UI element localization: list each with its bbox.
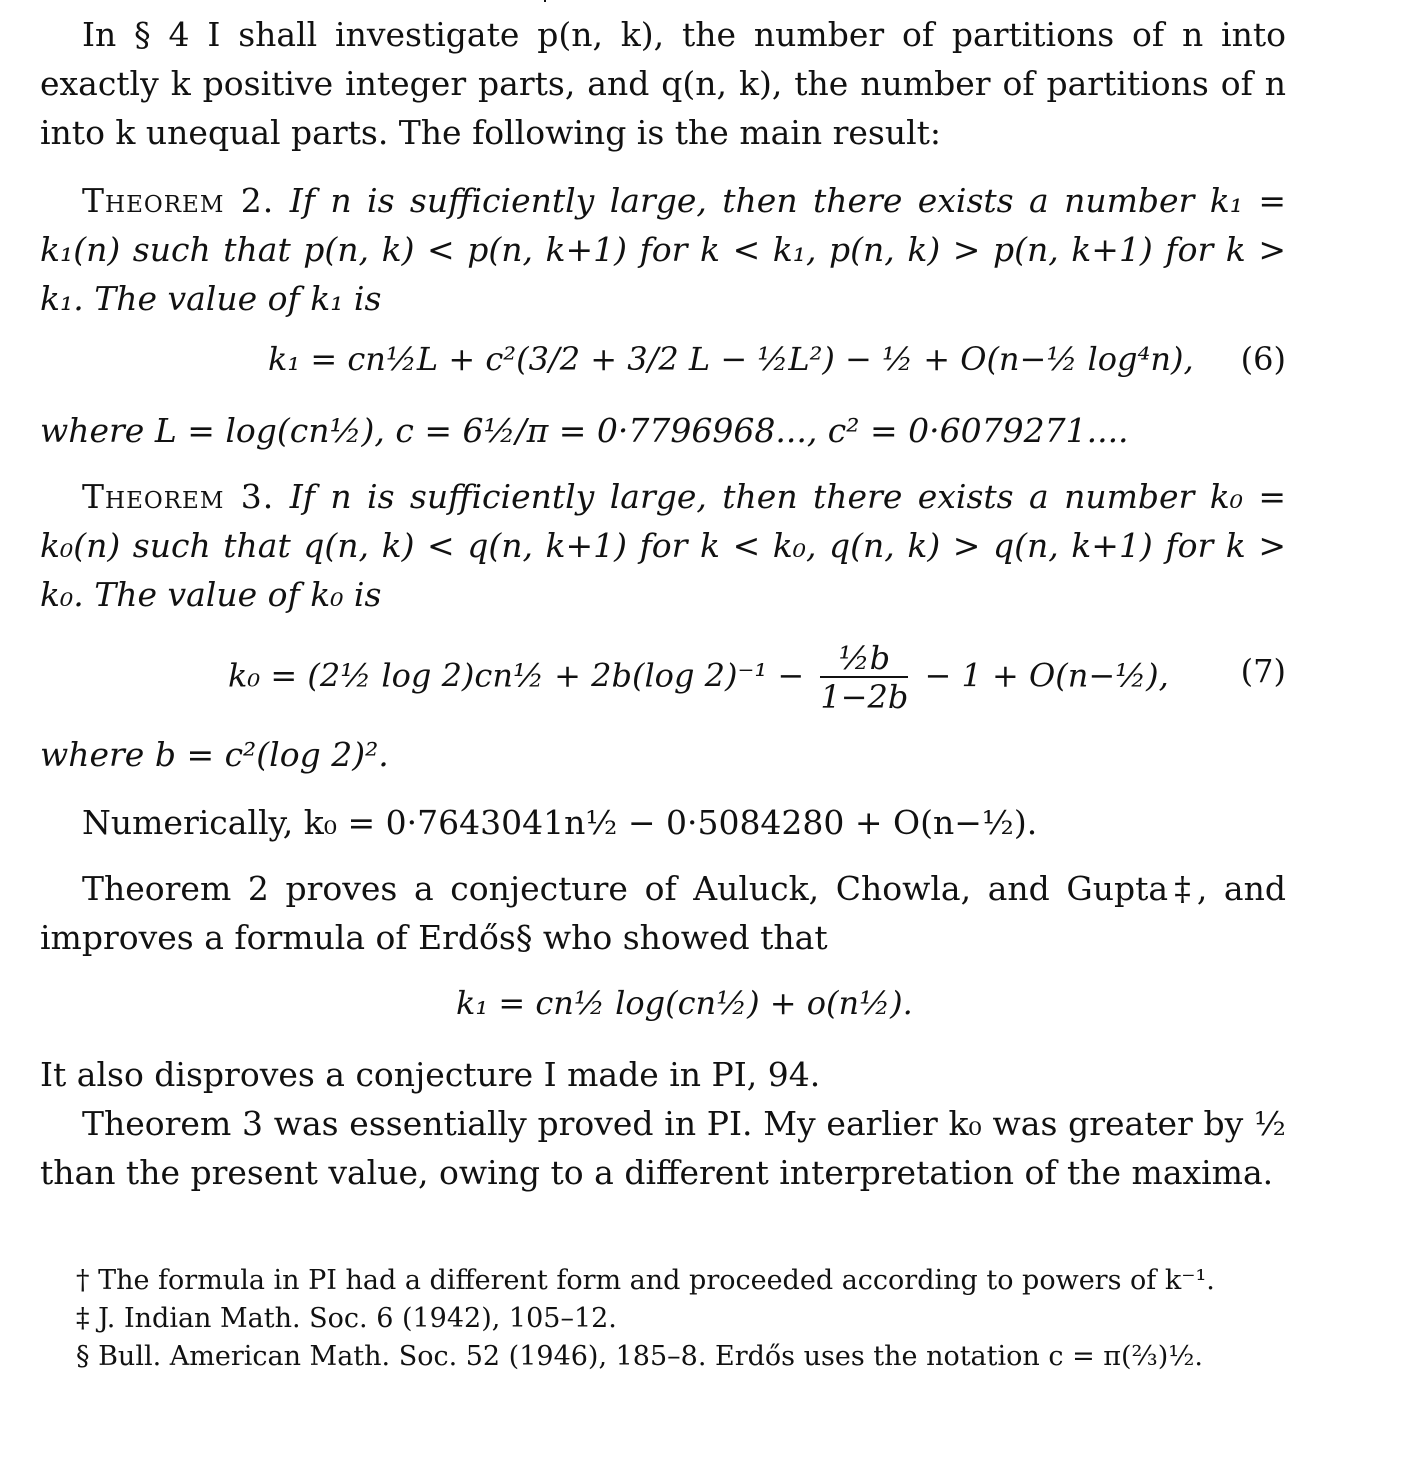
theorem-3 (40, 472, 1286, 619)
theorem-2-label: Theorem 2. (82, 181, 275, 220)
equation-6-expression: k₁ = cn½L + c²(3/2 + 3/2 L − ½L²) − ½ + O(n−½ log⁴n), (268, 340, 1194, 378)
footnotes (40, 1262, 1290, 1376)
where-L-c: where L = log(cn½), c = 6½/π = 0·7796968..., c² = 0·6079271.... (40, 411, 1129, 450)
theorem-3-label: Theorem 3. (82, 477, 275, 516)
equation-6 (40, 340, 1286, 400)
theorem-3-statement: If n is sufficiently large, then there exists a number k₀ = k₀(n) such that q(n, k) < q(n, k+1) for k < k₀, q(n, k) > q(n, k+1) for k > k₀. The value of k₀ is (40, 477, 1286, 614)
cropped-top-mark (395, 0, 555, 2)
conjecture-paragraph: Theorem 2 proves a conjecture of Auluck, Chowla, and Gupta‡, and improves a formula of Erdős§ who showed that (40, 869, 1286, 957)
footnote-section: § Bull. American Math. Soc. 52 (1946), 185–8. Erdős uses the notation c = π(⅔)½. (76, 1341, 1204, 1372)
theorem-3-remark: Theorem 3 was essentially proved in PI. My earlier k₀ was greater by ½ than the present value, owing to a different interpretation of the maxima. (40, 1104, 1286, 1192)
where-b: where b = c²(log 2)². (40, 735, 389, 774)
equation-erdos-expression: k₁ = cn½ log(cn½) + o(n½). (456, 984, 913, 1022)
disproves-paragraph: It also disproves a conjecture I made in PI, 94. (40, 1055, 821, 1094)
equation-6-number: (6) (1240, 340, 1286, 378)
equation-erdos (40, 984, 1286, 1044)
intro-paragraph: In § 4 I shall investigate p(n, k), the number of partitions of n into exactly k positive integer parts, and q(n, k), the number of partitions of n into k unequal parts. The following is the main result: (40, 15, 1286, 152)
equation-7-lhs: k₀ = (2½ log 2)cn½ + 2b(log 2)⁻¹ − (228, 656, 805, 695)
theorem-2 (40, 176, 1286, 323)
equation-7-fraction-numerator: ½b (820, 640, 908, 678)
equation-7-rhs: − 1 + O(n−½), (924, 656, 1169, 695)
equation-7 (40, 632, 1286, 722)
equation-7-number: (7) (1240, 652, 1286, 690)
equation-7-fraction (820, 640, 908, 716)
footnote-ddagger: ‡ J. Indian Math. Soc. 6 (1942), 105–12. (76, 1303, 617, 1334)
equation-7-expression (228, 640, 1169, 716)
equation-7-fraction-denominator: 1−2b (820, 678, 909, 716)
footnote-dagger: † The formula in PI had a different form and proceeded according to powers of k⁻¹. (76, 1265, 1215, 1296)
numerically: Numerically, k₀ = 0·7643041n½ − 0·5084280 + O(n−½). (82, 803, 1038, 842)
theorem-2-statement: If n is sufficiently large, then there exists a number k₁ = k₁(n) such that p(n, k) < p(n, k+1) for k < k₁, p(n, k) > p(n, k+1) for k > k₁. The value of k₁ is (40, 181, 1286, 318)
